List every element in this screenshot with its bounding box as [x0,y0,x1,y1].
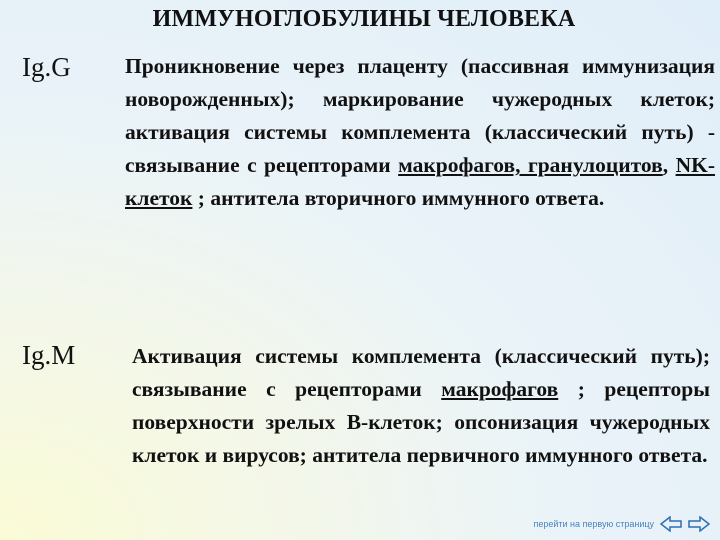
igg-link-nk-cells[interactable]: NK-клеток [125,153,715,210]
page-title: ИММУНОГЛОБУЛИНЫ ЧЕЛОВЕКА [152,6,576,32]
igm-label: Ig.M [22,340,76,370]
igm-link-macrophages[interactable]: макрофагов [441,377,559,401]
navigation-bar [533,516,710,532]
igg-text-2: , [662,153,676,177]
igg-label: Ig.G [22,52,71,82]
igm-text-1: Активация системы комплемента (классический путь); связывание с рецепторами [132,344,710,401]
igg-link-macrophages-granulocytes[interactable]: макрофагов, гранулоцитов [398,153,663,177]
igg-text-1: Проникновение через плаценту (пассивная иммунизация новорожденных); маркирование чужеродных клеток; активация системы комплемента (классический путь) - связывание с рецепторами [125,54,715,177]
igm-description [132,340,710,472]
igg-text-3: ; антитела вторичного иммунного ответа. [192,186,605,210]
first-page-link[interactable]: перейти на первую страницу [533,519,654,529]
arrow-right-icon[interactable] [688,516,710,532]
igg-description [125,50,715,215]
igm-text-2: ; рецепторы поверхности зрелых В-клеток; опсонизация чужеродных клеток и вирусов; антитела первичного иммунного ответа. [132,377,710,467]
arrow-left-icon[interactable] [660,516,682,532]
